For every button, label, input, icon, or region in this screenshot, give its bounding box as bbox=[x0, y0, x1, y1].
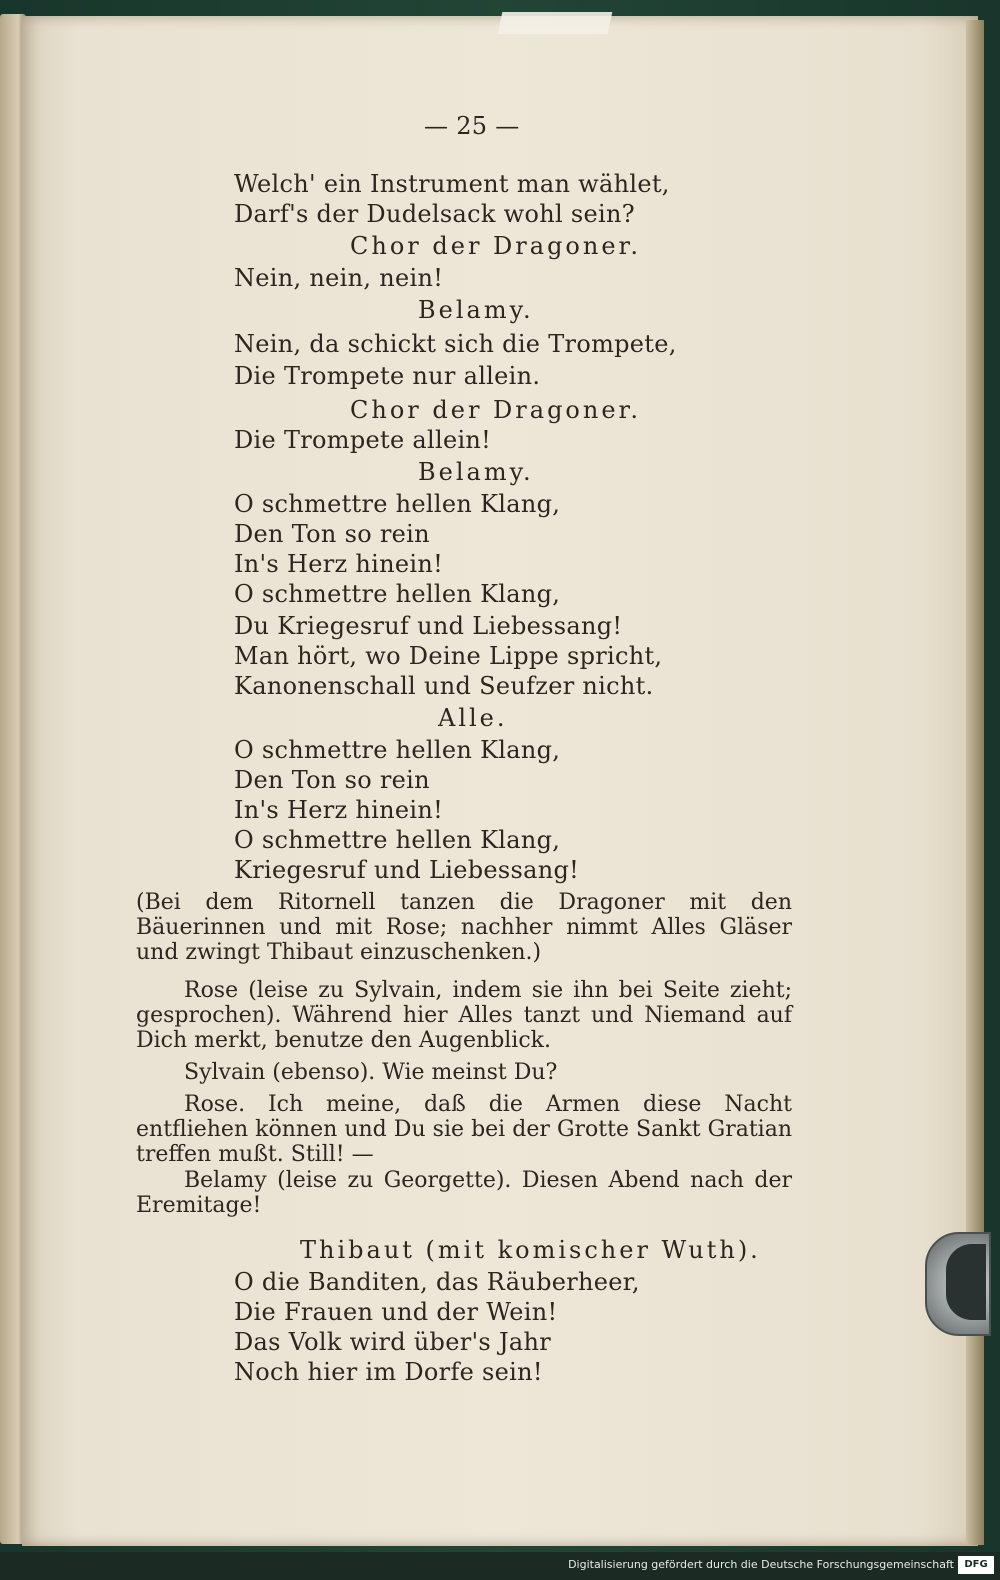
dialogue-paragraph: Sylvain (ebenso). Wie meinst Du? bbox=[184, 1060, 558, 1085]
verse-line: Darf's der Dudelsack wohl sein? bbox=[234, 200, 635, 228]
speaker-heading: Alle. bbox=[438, 704, 508, 732]
speaker-heading: Belamy. bbox=[418, 458, 534, 486]
verse-line: Man hört, wo Deine Lippe spricht, bbox=[234, 642, 663, 670]
verse-line: Welch' ein Instrument man wählet, bbox=[234, 170, 670, 198]
stage-direction: (Bei dem Ritornell tanzen die Dragoner mit den Bäuerinnen und mit Rose; nachher nimmt Alles Gläser und zwingt Thibaut einzuschenken.) bbox=[136, 890, 792, 965]
page-clip-inner bbox=[946, 1244, 986, 1320]
torn-paper-corner bbox=[498, 12, 613, 34]
verse-line: Noch hier im Dorfe sein! bbox=[234, 1358, 543, 1386]
verse-line: In's Herz hinein! bbox=[234, 796, 444, 824]
dialogue-paragraph: Rose (leise zu Sylvain, indem sie ihn bei Seite zieht; gesprochen). Während hier Alles tanzt und Niemand auf Dich merkt, benutze den Augenblick. bbox=[136, 978, 792, 1053]
verse-line: Die Trompete allein! bbox=[234, 426, 492, 454]
speaker-heading: Chor der Dragoner. bbox=[350, 232, 641, 260]
verse-line: Nein, nein, nein! bbox=[234, 264, 444, 292]
speaker-heading: Thibaut (mit komischer Wuth). bbox=[300, 1236, 761, 1264]
dfg-logo-icon: DFG bbox=[958, 1556, 994, 1574]
verse-line: O schmettre hellen Klang, bbox=[234, 826, 561, 854]
verse-line: Die Trompete nur allein. bbox=[234, 362, 541, 390]
verse-line: Die Frauen und der Wein! bbox=[234, 1298, 558, 1326]
dialogue-paragraph: Rose. Ich meine, daß die Armen diese Nacht entfliehen können und Du sie bei der Grotte Sankt Gratian treffen mußt. Still! — bbox=[136, 1092, 792, 1167]
page-number: — 25 — bbox=[424, 112, 520, 140]
verse-line: Kanonenschall und Seufzer nicht. bbox=[234, 672, 654, 700]
verse-line: Nein, da schickt sich die Trompete, bbox=[234, 330, 677, 358]
verse-line: O schmettre hellen Klang, bbox=[234, 490, 561, 518]
speaker-heading: Chor der Dragoner. bbox=[350, 396, 641, 424]
verse-line: O schmettre hellen Klang, bbox=[234, 580, 561, 608]
footer-credit: Digitalisierung gefördert durch die Deutsche Forschungsgemeinschaft bbox=[568, 1558, 954, 1571]
verse-line: O die Banditen, das Räuberheer, bbox=[234, 1268, 640, 1296]
verse-line: Kriegesruf und Liebessang! bbox=[234, 856, 580, 884]
verse-line: In's Herz hinein! bbox=[234, 550, 444, 578]
verse-line: Du Kriegesruf und Liebessang! bbox=[234, 612, 623, 640]
verse-line: Das Volk wird über's Jahr bbox=[234, 1328, 552, 1356]
dialogue-paragraph: Belamy (leise zu Georgette). Diesen Abend nach der Eremitage! bbox=[136, 1168, 792, 1218]
verse-line: O schmettre hellen Klang, bbox=[234, 736, 561, 764]
verse-line: Den Ton so rein bbox=[234, 766, 430, 794]
verse-line: Den Ton so rein bbox=[234, 520, 430, 548]
speaker-heading: Belamy. bbox=[418, 296, 534, 324]
